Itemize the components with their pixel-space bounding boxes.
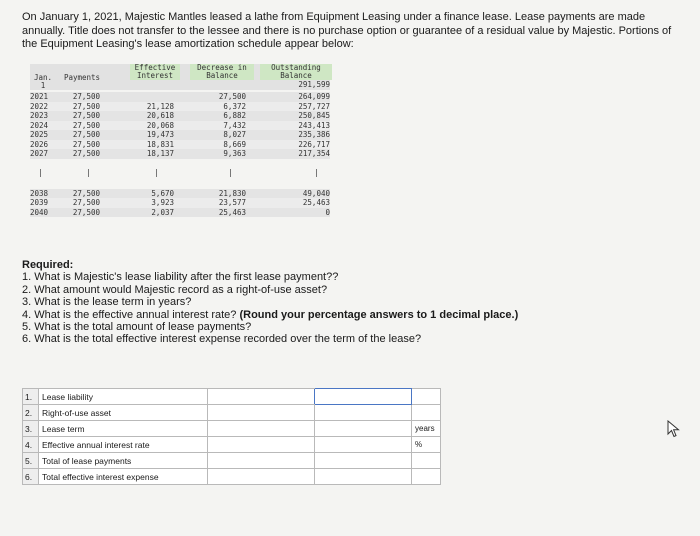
question-3: 3. What is the lease term in years?	[22, 296, 192, 309]
schedule-row	[30, 92, 338, 102]
answer-label: Total effective interest expense	[39, 469, 208, 485]
ellipsis-mark	[88, 169, 89, 177]
answer-input[interactable]	[315, 406, 411, 420]
question-2: 2. What amount would Majestic record as a right-of-use asset?	[22, 283, 328, 296]
answer-spacer	[208, 405, 315, 421]
row-year: 2026	[30, 139, 49, 149]
row-interest: 19,473	[146, 130, 174, 139]
row-decrease: 9,363	[223, 149, 246, 158]
answer-input[interactable]	[315, 470, 411, 484]
schedule-header	[30, 64, 338, 90]
answer-row	[23, 405, 441, 421]
answer-input-cell[interactable]	[315, 405, 412, 421]
answer-input[interactable]	[315, 454, 411, 468]
header-payments: Payments	[63, 73, 101, 82]
header-decrease-l1: Decrease in	[190, 64, 254, 72]
row-decrease: 6,882	[223, 111, 246, 120]
answer-label: Effective annual interest rate	[39, 437, 208, 453]
row-payment: 27,500	[72, 198, 100, 207]
schedule-row	[30, 121, 338, 131]
row-payment: 27,500	[72, 101, 100, 111]
row-balance: 250,845	[298, 111, 330, 120]
answer-spacer	[208, 421, 315, 437]
answer-label: Lease term	[39, 421, 208, 437]
mouse-pointer-icon	[667, 420, 681, 438]
schedule-rows-bottom	[30, 189, 338, 218]
question-4	[22, 309, 682, 321]
ellipsis-mark	[40, 169, 41, 177]
answer-row	[23, 469, 441, 485]
answer-number: 2.	[23, 405, 39, 421]
row-decrease: 21,830	[218, 188, 246, 198]
row-payment: 27,500	[72, 207, 100, 217]
answer-label: Right-of-use asset	[39, 405, 208, 421]
answer-number: 4.	[23, 437, 39, 453]
ellipsis-mark	[316, 169, 317, 177]
row-balance: 0	[325, 207, 330, 217]
answer-label: Total of lease payments	[39, 453, 208, 469]
row-balance: 25,463	[302, 198, 330, 207]
schedule-row	[30, 102, 338, 112]
answer-number: 1.	[23, 389, 39, 405]
ellipsis-mark	[156, 169, 157, 177]
row-year: 2025	[30, 130, 49, 139]
row-payment: 27,500	[72, 130, 100, 139]
row-payment: 27,500	[72, 149, 100, 158]
answer-spacer	[208, 469, 315, 485]
schedule-row	[30, 189, 338, 199]
row-year: 2027	[30, 149, 49, 158]
row-year: 2038	[30, 188, 49, 198]
answer-input-cell[interactable]	[315, 437, 412, 453]
row-decrease: 7,432	[223, 120, 246, 130]
row-decrease: 27,500	[218, 92, 246, 101]
row-year: 2040	[30, 207, 49, 217]
ellipsis-mark	[230, 169, 231, 177]
row-interest: 20,068	[146, 120, 174, 130]
required-section	[22, 259, 682, 346]
answer-input-cell[interactable]	[315, 421, 412, 437]
row-payment: 27,500	[72, 92, 100, 101]
answer-table	[22, 388, 441, 485]
question-1: 1. What is Majestic's lease liability after the first lease payment??	[22, 271, 339, 284]
answer-number: 5.	[23, 453, 39, 469]
answer-input-cell[interactable]	[315, 389, 412, 405]
answer-label: Lease liability	[39, 389, 208, 405]
row-decrease: 23,577	[218, 198, 246, 207]
schedule-ellipsis	[30, 159, 338, 181]
initial-balance: 291,599	[298, 80, 330, 89]
schedule-rows-top	[30, 92, 338, 159]
question-4-rounding-note: (Round your percentage answers to 1 decimal place.)	[239, 308, 519, 321]
row-payment: 27,500	[72, 111, 100, 120]
header-outstanding-l2: Balance	[260, 72, 332, 80]
header-outstanding-l1: Outstanding	[260, 64, 332, 72]
row-year: 2024	[30, 120, 49, 130]
answer-number: 6.	[23, 469, 39, 485]
row-balance: 217,354	[298, 149, 330, 158]
schedule-row	[30, 208, 338, 218]
question-5: 5. What is the total amount of lease payments?	[22, 321, 252, 334]
answer-input-cell[interactable]	[315, 453, 412, 469]
row-decrease: 25,463	[218, 207, 246, 217]
question-4-text: 4. What is the effective annual interest rate?	[22, 308, 237, 321]
answer-input[interactable]	[315, 390, 411, 404]
schedule-row	[30, 198, 338, 208]
row-year: 2021	[30, 92, 49, 101]
row-interest: 18,831	[146, 139, 174, 149]
answer-spacer	[208, 389, 315, 405]
answer-unit: %	[412, 437, 441, 453]
answer-unit	[412, 405, 441, 421]
row-interest: 20,618	[146, 111, 174, 120]
header-jan: Jan. 1	[33, 73, 53, 90]
schedule-row	[30, 149, 338, 159]
problem-intro: On January 1, 2021, Majestic Mantles leased a lathe from Equipment Leasing under a finance lease. Lease payments are made annually. Title does not transfer to the lessee and there is no purchase option or guarantee of a residual value by Majestic. Portions of the Equipment Leasing's lease amortization schedule appear below:	[22, 11, 672, 50]
answer-number: 3.	[23, 421, 39, 437]
header-interest-l1: Effective	[130, 64, 180, 72]
answer-unit	[412, 453, 441, 469]
lease-amortization-schedule	[30, 64, 338, 217]
row-balance: 49,040	[302, 188, 330, 198]
row-interest: 2,037	[151, 207, 174, 217]
row-interest: 3,923	[151, 198, 174, 207]
answer-row	[23, 389, 441, 405]
row-decrease: 6,372	[223, 101, 246, 111]
question-6: 6. What is the total effective interest expense recorded over the term of the lease?	[22, 333, 422, 346]
schedule-row	[30, 130, 338, 140]
row-balance: 257,727	[298, 101, 330, 111]
answer-unit	[412, 469, 441, 485]
header-decrease-l2: Balance	[190, 72, 254, 80]
row-payment: 27,500	[72, 120, 100, 130]
answer-row	[23, 437, 441, 453]
answer-unit	[412, 389, 441, 405]
answer-input-cell[interactable]	[315, 469, 412, 485]
row-decrease: 8,027	[223, 130, 246, 139]
row-interest: 5,670	[151, 188, 174, 198]
schedule-row	[30, 111, 338, 121]
row-interest: 18,137	[146, 149, 174, 158]
answer-spacer	[208, 437, 315, 453]
row-balance: 243,413	[298, 120, 330, 130]
row-year: 2039	[30, 198, 49, 207]
row-interest: 21,128	[146, 101, 174, 111]
row-balance: 226,717	[298, 139, 330, 149]
schedule-row	[30, 140, 338, 150]
row-payment: 27,500	[72, 139, 100, 149]
answer-row	[23, 421, 441, 437]
answer-row	[23, 453, 441, 469]
header-interest-l2: Interest	[130, 72, 180, 80]
answer-input[interactable]	[315, 438, 411, 452]
row-decrease: 8,669	[223, 139, 246, 149]
answer-input[interactable]	[315, 422, 411, 436]
answer-unit: years	[412, 421, 441, 437]
row-year: 2023	[30, 111, 49, 120]
row-payment: 27,500	[72, 188, 100, 198]
row-balance: 235,386	[298, 130, 330, 139]
row-year: 2022	[30, 101, 49, 111]
required-heading: Required:	[22, 259, 74, 271]
answer-spacer	[208, 453, 315, 469]
row-balance: 264,099	[298, 92, 330, 101]
